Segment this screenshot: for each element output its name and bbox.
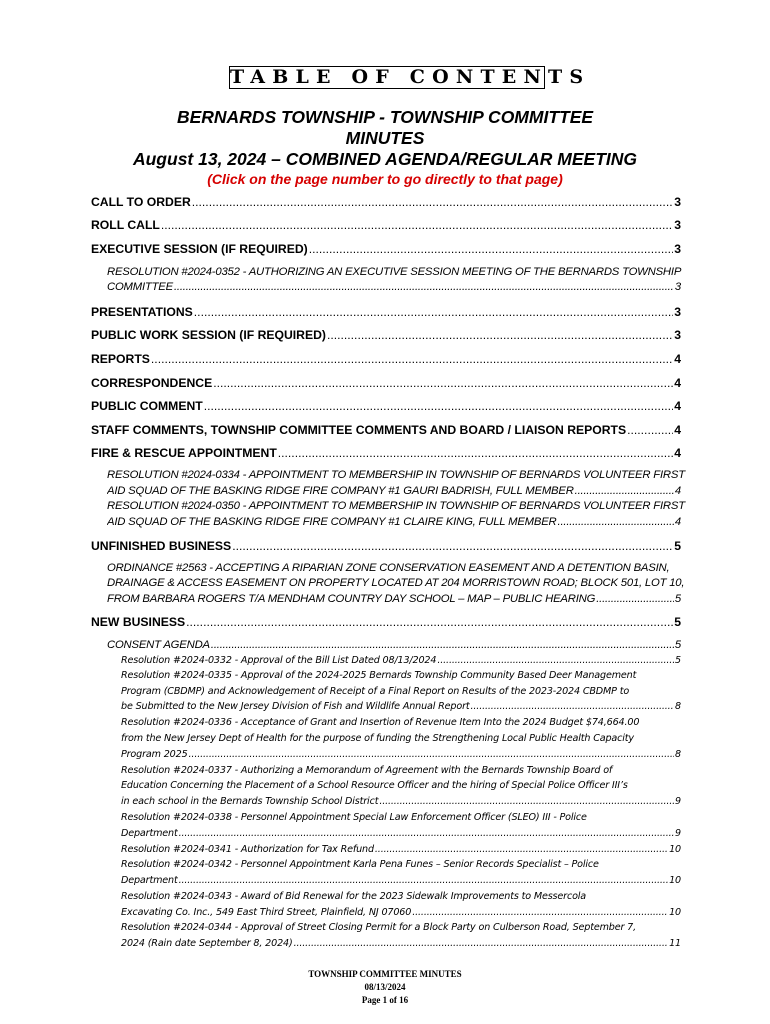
- footer-page-number: Page 1 of 16: [361, 995, 409, 1005]
- toc-entry-res-0350-line1[interactable]: RESOLUTION #2024-0350 - APPOINTMENT TO MEMBERSHIP IN TOWNSHIP OF BERNARDS VOLUNTEER FIRST: [107, 500, 685, 512]
- page-link[interactable]: 11: [669, 938, 681, 949]
- footer-date: 08/13/2024: [364, 982, 406, 992]
- toc-entry-res-0337[interactable]: in each school in the Bernards Township School District ..... 9: [121, 796, 681, 811]
- header-meeting: August 13, 2024 – COMBINED AGENDA/REGULAR MEETING: [132, 149, 637, 169]
- page-link[interactable]: 10: [669, 907, 681, 918]
- toc-entry-res-0344[interactable]: 2024 (Rain date September 8, 2024) ..... 11: [121, 938, 681, 953]
- toc-entry-call-to-order[interactable]: CALL TO ORDER ..... 3: [91, 195, 681, 211]
- page-link[interactable]: 5: [675, 655, 681, 666]
- toc-entry-unfinished-business[interactable]: UNFINISHED BUSINESS ..... 5: [91, 539, 681, 555]
- toc-entry-presentations[interactable]: PRESENTATIONS ..... 3: [91, 305, 681, 321]
- page-link[interactable]: 5: [674, 639, 681, 651]
- toc-entry-res-0352-line1[interactable]: RESOLUTION #2024-0352 - AUTHORIZING AN EXECUTIVE SESSION MEETING OF THE BERNARDS TOWNSHIP: [107, 266, 682, 278]
- page-link[interactable]: 4: [674, 352, 681, 366]
- page-link[interactable]: 3: [674, 305, 681, 319]
- page-link[interactable]: 3: [674, 242, 681, 256]
- toc-entry-res-0336-line2[interactable]: from the New Jersey Dept of Health for the purpose of funding the Strengthening Local Public Health Capacity: [121, 733, 634, 744]
- toc-entry-consent-agenda[interactable]: CONSENT AGENDA ..... 5: [107, 639, 681, 654]
- page-link[interactable]: 10: [669, 875, 681, 886]
- page-link[interactable]: 4: [674, 376, 681, 390]
- page-link[interactable]: 5: [674, 615, 681, 629]
- toc-entry-res-0335-line2[interactable]: Program (CBDMP) and Acknowledgement of Receipt of a Final Report on Results of the 2023-2024 CBDMP to: [121, 686, 630, 697]
- page-link[interactable]: 5: [674, 539, 681, 553]
- toc-entry-ord-2563-line1[interactable]: ORDINANCE #2563 - ACCEPTING A RIPARIAN ZONE CONSERVATION EASEMENT AND A DETENTION BASIN,: [107, 562, 670, 574]
- toc-entry-roll-call[interactable]: ROLL CALL ..... 3: [91, 218, 681, 234]
- toc-entry-res-0342[interactable]: Department ..... 10: [121, 875, 681, 890]
- toc-entry-res-0335[interactable]: be Submitted to the New Jersey Division of Fish and Wildlife Annual Report ..... 8: [121, 701, 681, 716]
- toc-entry-ord-2563-line2[interactable]: DRAINAGE & ACCESS EASEMENT ON PROPERTY LOCATED AT 204 MORRISTOWN ROAD; BLOCK 501, LOT 10,: [107, 577, 685, 589]
- toc-entry-res-0336-line1[interactable]: Resolution #2024-0336 - Acceptance of Grant and Insertion of Revenue Item Into the 2024 Budget $74,664.00: [121, 717, 640, 728]
- page-link[interactable]: 3: [674, 328, 681, 342]
- toc-entry-res-0335-line1[interactable]: Resolution #2024-0335 - Approval of the 2024-2025 Bernards Township Community Based Deer Management: [121, 670, 637, 681]
- header-title: BERNARDS TOWNSHIP - TOWNSHIP COMMITTEE: [176, 107, 594, 127]
- toc-entry-res-0341[interactable]: Resolution #2024-0341 - Authorization for Tax Refund ..... 10: [121, 844, 681, 859]
- toc-entry-res-0334-line1[interactable]: RESOLUTION #2024-0334 - APPOINTMENT TO MEMBERSHIP IN TOWNSHIP OF BERNARDS VOLUNTEER FIRST: [107, 469, 685, 481]
- page-link[interactable]: 4: [674, 485, 681, 497]
- toc-entry-new-business[interactable]: NEW BUSINESS ..... 5: [91, 615, 681, 631]
- toc-entry-reports[interactable]: REPORTS ..... 4: [91, 352, 681, 368]
- page-link[interactable]: 9: [675, 828, 681, 839]
- header-instruction: (Click on the page number to go directly to that page): [207, 171, 563, 187]
- page-link[interactable]: 10: [669, 844, 681, 855]
- page-link[interactable]: 4: [674, 446, 681, 460]
- toc-entry-res-0338-line1[interactable]: Resolution #2024-0338 - Personnel Appointment Special Law Enforcement Officer (SLEO) III - Police: [121, 812, 587, 823]
- toc-entry-public-comment[interactable]: PUBLIC COMMENT ..... 4: [91, 399, 681, 415]
- page-link[interactable]: 9: [675, 796, 681, 807]
- toc-entry-res-0332[interactable]: Resolution #2024-0332 - Approval of the Bill List Dated 08/13/2024 ..... 5: [121, 655, 681, 670]
- header-subtitle: MINUTES: [345, 128, 425, 148]
- toc-entry-res-0343[interactable]: Excavating Co. Inc., 549 East Third Street, Plainfield, NJ 07060 ..... 10: [121, 907, 681, 922]
- toc-entry-correspondence[interactable]: CORRESPONDENCE ..... 4: [91, 376, 681, 392]
- footer-title: TOWNSHIP COMMITTEE MINUTES: [308, 969, 462, 979]
- toc-entry-res-0336[interactable]: Program 2025 ..... 8: [121, 749, 681, 764]
- page-link[interactable]: 3: [674, 218, 681, 232]
- toc-entry-res-0337-line1[interactable]: Resolution #2024-0337 - Authorizing a Memorandum of Agreement with the Bernards Township Board of: [121, 765, 613, 776]
- toc-title: TABLE OF CONTENTS: [230, 66, 591, 88]
- page-link[interactable]: 3: [674, 281, 681, 293]
- toc-entry-res-0350[interactable]: AID SQUAD OF THE BASKING RIDGE FIRE COMPANY #1 CLAIRE KING, FULL MEMBER ..... 4: [107, 516, 681, 531]
- toc-entry-fire-rescue[interactable]: FIRE & RESCUE APPOINTMENT ..... 4: [91, 446, 681, 462]
- toc-entry-res-0338[interactable]: Department ..... 9: [121, 828, 681, 843]
- page-link[interactable]: 8: [675, 749, 681, 760]
- page-link[interactable]: 4: [674, 399, 681, 413]
- page-link[interactable]: 5: [674, 593, 681, 605]
- toc-entry-res-0343-line1[interactable]: Resolution #2024-0343 - Award of Bid Renewal for the 2023 Sidewalk Improvements to Messercola: [121, 891, 587, 902]
- toc-entry-public-work-session[interactable]: PUBLIC WORK SESSION (IF REQUIRED) ..... 3: [91, 328, 681, 344]
- toc-entry-res-0337-line2[interactable]: Education Concerning the Placement of a School Resource Officer and the hiring of Special Police Officer III’s: [121, 780, 628, 791]
- toc-entry-res-0342-line1[interactable]: Resolution #2024-0342 - Personnel Appointment Karla Pena Funes – Senior Records Specialist – Police: [121, 859, 599, 870]
- toc-entry-staff-comments[interactable]: STAFF COMMENTS, TOWNSHIP COMMITTEE COMMENTS AND BOARD / LIAISON REPORTS ..... 4: [91, 423, 681, 439]
- page-link[interactable]: 4: [674, 423, 681, 437]
- page-link[interactable]: 8: [675, 701, 681, 712]
- toc-entry-res-0352[interactable]: COMMITTEE ..... 3: [107, 281, 681, 296]
- toc-entry-res-0344-line1[interactable]: Resolution #2024-0344 - Approval of Street Closing Permit for a Block Party on Culberson Road, September 7,: [121, 922, 637, 933]
- page-link[interactable]: 3: [674, 195, 681, 209]
- page-link[interactable]: 4: [674, 516, 681, 528]
- toc-entry-res-0334[interactable]: AID SQUAD OF THE BASKING RIDGE FIRE COMPANY #1 GAURI BADRISH, FULL MEMBER ..... 4: [107, 485, 681, 500]
- toc-entry-executive-session[interactable]: EXECUTIVE SESSION (IF REQUIRED) ..... 3: [91, 242, 681, 258]
- toc-entry-ord-2563[interactable]: FROM BARBARA ROGERS T/A MENDHAM COUNTRY DAY SCHOOL – MAP – PUBLIC HEARING ..... 5: [107, 593, 681, 608]
